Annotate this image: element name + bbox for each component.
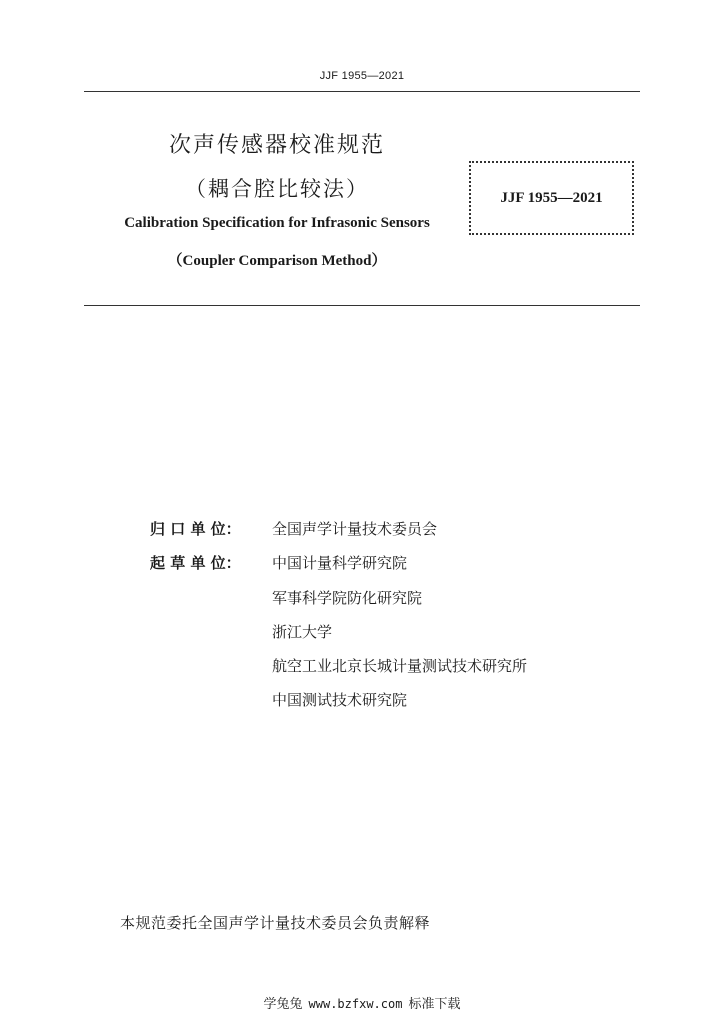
- standard-code-box: [469, 161, 634, 235]
- top-divider: [84, 91, 640, 92]
- bottom-divider: [84, 305, 640, 306]
- drafting-unit-label: 起 草 单 位：: [150, 554, 241, 572]
- footer-slogan: 标准下载: [408, 997, 461, 1012]
- drafting-unit-row: [150, 552, 407, 574]
- title-chinese: 次声传感器校准规范: [168, 133, 385, 158]
- header-standard-code: JJF 1955—2021: [319, 70, 405, 82]
- footer-watermark: [0, 993, 724, 1012]
- standard-code-box-text: JJF 1955—2021: [500, 189, 603, 206]
- responsible-unit-value: 全国声学计量技术委员会: [272, 520, 438, 538]
- responsible-unit-label: 归 口 单 位：: [150, 520, 241, 538]
- interpretation-note: 本规范委托全国声学计量技术委员会负责解释: [120, 914, 431, 932]
- drafting-unit-item: 中国测试技术研究院: [272, 691, 408, 709]
- title-english: Calibration Specification for Infrasonic Sensors: [124, 215, 430, 231]
- drafting-unit-item: 军事科学院防化研究院: [272, 589, 423, 607]
- footer-url[interactable]: www.bzfxw.com: [308, 997, 403, 1011]
- subtitle-english: （Coupler Comparison Method）: [167, 253, 387, 269]
- subtitle-chinese: （耦合腔比较法）: [185, 177, 369, 201]
- footer-site-name: 学兔兔: [263, 997, 303, 1012]
- drafting-unit-item: 航空工业北京长城计量测试技术研究所: [272, 657, 528, 675]
- responsible-unit-row: [150, 518, 437, 540]
- drafting-unit-item: 中国计量科学研究院: [272, 554, 408, 572]
- drafting-unit-item: 浙江大学: [272, 623, 333, 641]
